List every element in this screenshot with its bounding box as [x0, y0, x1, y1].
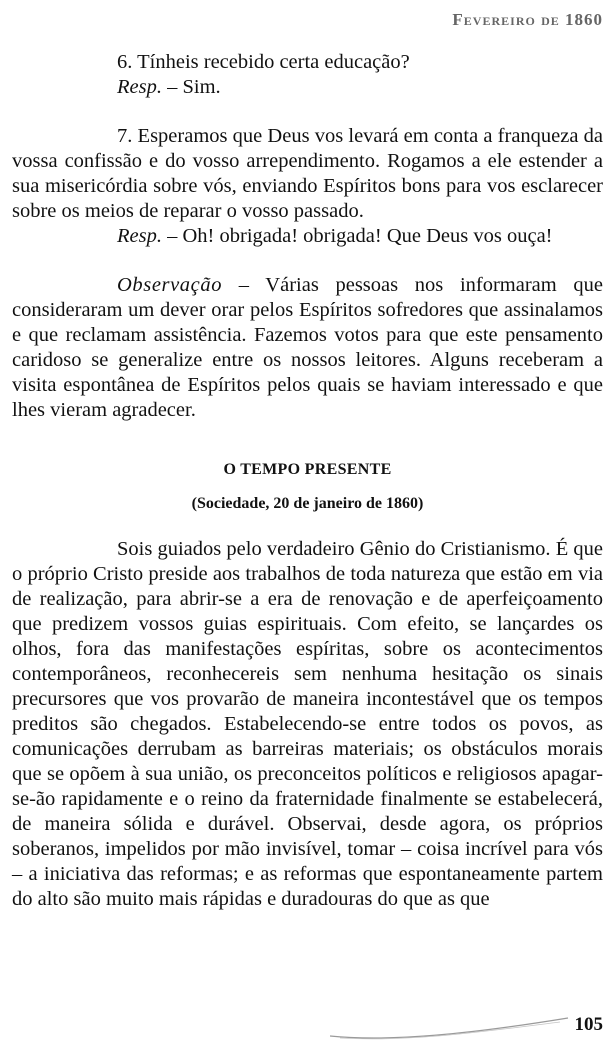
question-7: 7. Esperamos que Deus vos levará em conta a franqueza da vossa confissão e do vosso arrependimento. Rogamos a ele estender a sua misericórdia sobre vós, enviando Espíritos bons para vos esclarecer sobre os meios de reparar o vosso passado.: [12, 125, 603, 222]
section-title: O TEMPO PRESENTE: [223, 461, 392, 478]
resp-label: Resp.: [117, 225, 162, 247]
running-head: Fevereiro de 1860: [452, 10, 603, 29]
page-body: [12, 50, 603, 912]
observation-paragraph: [12, 273, 603, 423]
answer-7: [12, 224, 603, 249]
page-number: 105: [574, 1014, 603, 1035]
observation-label: Observação: [117, 274, 223, 296]
resp-label: Resp.: [117, 76, 162, 98]
answer-6: [12, 75, 603, 100]
answer-6-text: – Sim.: [161, 76, 221, 98]
main-paragraph: Sois guiados pelo verdadeiro Gênio do Cristianismo. É que o próprio Cristo preside aos trabalhos de toda natureza que estão em via de realização, para abrir-se a era de renovação e de aperfeiçoamento que predizem vossos guias espirituais. Com efeito, se lançardes os olhos, fora das manifestações espíritas, sobre os acontecimentos contemporâneos, reconhecereis sem nenhuma hesitação os sinais precursores que vos provarão de maneira incontestável que os tempos preditos são chegados. Estabelecendo-se entre todos os povos, as comunicações derrubam as barreiras materiais; os obstáculos morais que se opõem à sua união, os preconceitos políticos e religiosos apagar-se-ão rapidamente e o reino da fraternidade finalmente se estabelecerá, de maneira sólida e durável. Observai, desde agora, os próprios soberanos, impelidos por mão invisível, tomar – coisa incrível para vós – a iniciativa das reformas; e as reformas que espontaneamente partem do alto são muito mais rápidas e duradouras do que as que: [12, 538, 603, 910]
answer-7-text: – Oh! obrigada! obrigada! Que Deus vos ouça!: [161, 225, 553, 247]
observation-text: – Várias pessoas nos informaram que consideraram um dever orar pelos Espíritos sofredores que assinalamos e que reclamam assistência. Fazemos votos para que este pensamento caridoso se generalize entre os nossos leitores. Alguns receberam a visita espontânea de Espíritos pelos quais se haviam interessado e que lhes vieram agradecer.: [12, 274, 603, 421]
footer-swoosh-ornament: [330, 1016, 570, 1040]
question-6: 6. Tínheis recebido certa educação?: [117, 51, 410, 73]
section-subtitle: (Sociedade, 20 de janeiro de 1860): [191, 495, 424, 512]
